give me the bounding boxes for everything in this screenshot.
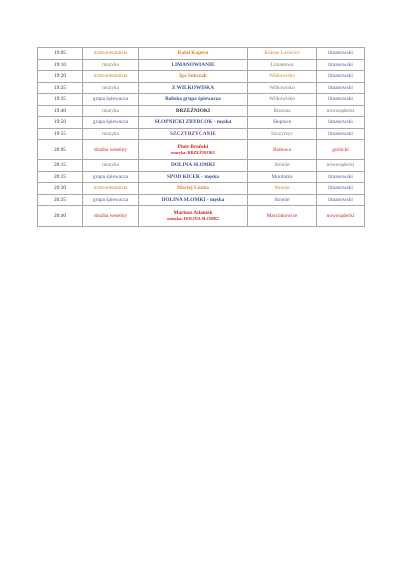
- table-row: [38, 94, 365, 106]
- type-cell: grupa śpiewacza: [83, 194, 139, 206]
- performer-cell: [139, 206, 248, 227]
- place-cell: Wilkowisko: [248, 94, 317, 106]
- performer-name: Piotr Broński: [177, 143, 209, 150]
- region-cell: nowosądecki: [317, 206, 365, 227]
- region-cell: limanowski: [317, 59, 365, 71]
- performer-name: Mariusz Adamek: [173, 210, 213, 216]
- table-row: [38, 105, 365, 117]
- time-cell: 20:30: [38, 183, 83, 195]
- region-cell: limanowski: [317, 183, 365, 195]
- performer-cell: [139, 140, 248, 160]
- place-cell: Słopnice: [248, 117, 317, 129]
- region-cell: limanowski: [317, 82, 365, 94]
- time-cell: 20:05: [38, 140, 83, 160]
- table-row: [38, 171, 365, 183]
- place-cell: Stronie: [248, 183, 317, 195]
- type-cell: muzyka: [83, 59, 139, 71]
- table-row: [38, 160, 365, 172]
- table-row: [38, 206, 365, 227]
- type-cell: drużba weselny: [83, 140, 139, 160]
- performer-cell: LIMANOWIANIE: [139, 59, 248, 71]
- place-cell: Krasne Lasocice: [248, 48, 317, 60]
- time-cell: 19:40: [38, 105, 83, 117]
- type-cell: drużba weselny: [83, 206, 139, 227]
- time-cell: 19:05: [38, 48, 83, 60]
- region-cell: limanowski: [317, 94, 365, 106]
- table-row: [38, 82, 365, 94]
- time-cell: 20:15: [38, 160, 83, 172]
- type-cell: muzyka: [83, 160, 139, 172]
- time-cell: 19:55: [38, 128, 83, 140]
- table-row: [38, 194, 365, 206]
- performer-cell: Iga Sobczak: [139, 71, 248, 83]
- type-cell: muzyka: [83, 128, 139, 140]
- region-cell: gorlicki: [317, 140, 365, 160]
- table-row: [38, 183, 365, 195]
- region-cell: limanowski: [317, 171, 365, 183]
- place-cell: Limanowa: [248, 59, 317, 71]
- time-cell: 19:35: [38, 94, 83, 106]
- region-cell: nowosądecki: [317, 160, 365, 172]
- place-cell: Stronie: [248, 194, 317, 206]
- time-cell: 20:40: [38, 206, 83, 227]
- type-cell: instrumentalista: [83, 183, 139, 195]
- performer-cell: Z WILKOWISKA: [139, 82, 248, 94]
- performer-cell: SZCZYRZYCANIE: [139, 128, 248, 140]
- performer-cell: DOLINA SŁOMKI - męska: [139, 194, 248, 206]
- schedule-table: [37, 47, 365, 227]
- table-row: [38, 128, 365, 140]
- place-cell: Marcinkowice: [248, 206, 317, 227]
- table-row: [38, 117, 365, 129]
- performer-music: muzyka: DOLINA SŁOMKI: [167, 216, 219, 221]
- performer-cell: Rafał Kapera: [139, 48, 248, 60]
- type-cell: instrumentalista: [83, 48, 139, 60]
- type-cell: grupa śpiewacza: [83, 171, 139, 183]
- performer-cell: Babska grupa śpiewacza: [139, 94, 248, 106]
- time-cell: 19:50: [38, 117, 83, 129]
- performer-cell: Maciej Liszka: [139, 183, 248, 195]
- region-cell: limanowski: [317, 71, 365, 83]
- table-row: [38, 59, 365, 71]
- type-cell: muzyka: [83, 82, 139, 94]
- place-cell: Szczyrzyc: [248, 128, 317, 140]
- type-cell: grupa śpiewacza: [83, 94, 139, 106]
- region-cell: limanowski: [317, 128, 365, 140]
- time-cell: 19:10: [38, 59, 83, 71]
- time-cell: 20:35: [38, 194, 83, 206]
- type-cell: muzyka: [83, 105, 139, 117]
- table-row: [38, 48, 365, 60]
- performer-music: muzyka: BRZEŹNIOKI: [171, 149, 215, 155]
- place-cell: Mordarka: [248, 171, 317, 183]
- region-cell: limanowski: [317, 117, 365, 129]
- table-row: [38, 140, 365, 160]
- time-cell: 19:20: [38, 71, 83, 83]
- region-cell: limanowski: [317, 194, 365, 206]
- schedule-body: [38, 48, 365, 227]
- place-cell: Bobowa: [248, 140, 317, 160]
- region-cell: nowosądecki: [317, 105, 365, 117]
- place-cell: Brzezna: [248, 105, 317, 117]
- type-cell: grupa śpiewacza: [83, 117, 139, 129]
- place-cell: Wilkowisko: [248, 71, 317, 83]
- time-cell: 20:25: [38, 171, 83, 183]
- place-cell: Wilkowisko: [248, 82, 317, 94]
- performer-cell: BRZEŹNIOKI: [139, 105, 248, 117]
- performer-cell: DOLINA SŁOMKI: [139, 160, 248, 172]
- time-cell: 19:25: [38, 82, 83, 94]
- performer-cell: SPOD KICEK - męska: [139, 171, 248, 183]
- performer-cell: SŁOPNICKI ZBYRCOK - męska: [139, 117, 248, 129]
- table-row: [38, 71, 365, 83]
- type-cell: instrumentalista: [83, 71, 139, 83]
- place-cell: Stronie: [248, 160, 317, 172]
- region-cell: limanowski: [317, 48, 365, 60]
